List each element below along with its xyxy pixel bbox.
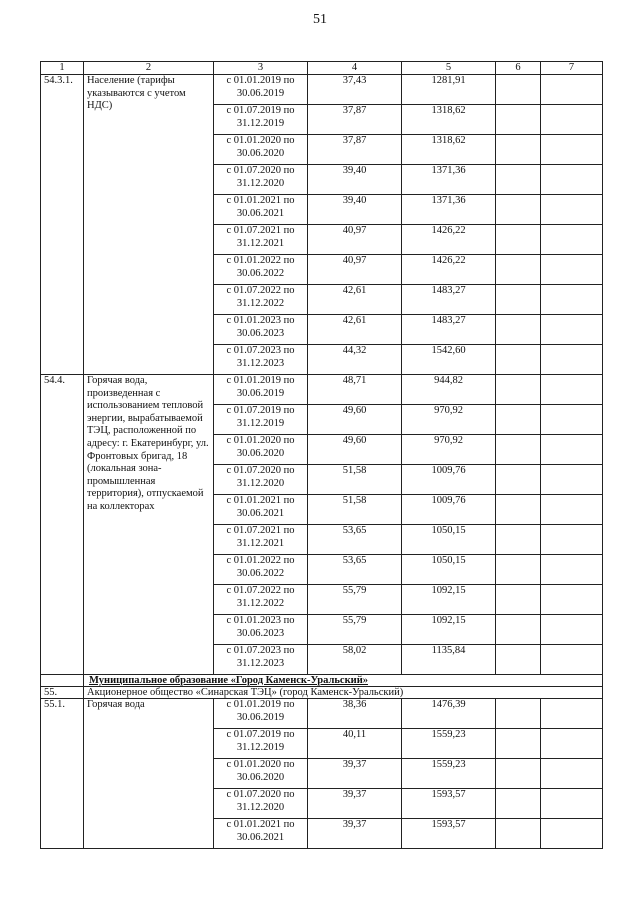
- value-cell-5: 1281,91: [402, 75, 496, 105]
- value-cell-6: [496, 285, 541, 315]
- value-cell-5: 1483,27: [402, 285, 496, 315]
- value-cell-6: [496, 345, 541, 375]
- value-cell-7: [541, 585, 603, 615]
- value-cell-4: 55,79: [308, 615, 402, 645]
- value-cell-7: [541, 315, 603, 345]
- value-cell-6: [496, 435, 541, 465]
- value-cell-7: [541, 75, 603, 105]
- value-cell-6: [496, 729, 541, 759]
- period-cell: с 01.07.2021 по 31.12.2021: [214, 525, 308, 555]
- tariff-name: Горячая вода, произведенная с использованием тепловой энергии, вырабатываемой ТЭЦ, расположенной по адресу: г. Екатеринбург, ул. Фронтовых бригад, 18 (локальная зона-промышленная территория), отпускаемой на коллекторах: [84, 375, 214, 675]
- period-cell: с 01.01.2019 по 30.06.2019: [214, 375, 308, 405]
- value-cell-4: 44,32: [308, 345, 402, 375]
- value-cell-6: [496, 105, 541, 135]
- municipality-num-cell: [41, 675, 84, 687]
- value-cell-6: [496, 759, 541, 789]
- value-cell-7: [541, 105, 603, 135]
- value-cell-7: [541, 465, 603, 495]
- header-cell-1: 1: [41, 62, 84, 75]
- value-cell-7: [541, 285, 603, 315]
- value-cell-4: 42,61: [308, 315, 402, 345]
- value-cell-7: [541, 819, 603, 849]
- value-cell-4: 38,36: [308, 699, 402, 729]
- value-cell-6: [496, 135, 541, 165]
- period-cell: с 01.01.2023 по 30.06.2023: [214, 615, 308, 645]
- value-cell-4: 58,02: [308, 645, 402, 675]
- value-cell-6: [496, 315, 541, 345]
- value-cell-5: 1426,22: [402, 225, 496, 255]
- value-cell-6: [496, 789, 541, 819]
- value-cell-4: 39,40: [308, 195, 402, 225]
- period-cell: с 01.01.2019 по 30.06.2019: [214, 75, 308, 105]
- header-cell-6: 6: [496, 62, 541, 75]
- row-number: 54.4.: [41, 375, 84, 675]
- value-cell-6: [496, 225, 541, 255]
- period-cell: с 01.07.2019 по 31.12.2019: [214, 729, 308, 759]
- value-cell-6: [496, 375, 541, 405]
- value-cell-6: [496, 555, 541, 585]
- header-cell-7: 7: [541, 62, 603, 75]
- row-number: 55.1.: [41, 699, 84, 849]
- value-cell-5: 1542,60: [402, 345, 496, 375]
- period-cell: с 01.07.2019 по 31.12.2019: [214, 105, 308, 135]
- value-cell-5: 970,92: [402, 405, 496, 435]
- period-cell: с 01.07.2021 по 31.12.2021: [214, 225, 308, 255]
- period-cell: с 01.01.2021 по 30.06.2021: [214, 495, 308, 525]
- value-cell-5: 1318,62: [402, 135, 496, 165]
- value-cell-4: 51,58: [308, 465, 402, 495]
- value-cell-5: 1318,62: [402, 105, 496, 135]
- value-cell-7: [541, 345, 603, 375]
- value-cell-5: 970,92: [402, 435, 496, 465]
- value-cell-4: 39,37: [308, 759, 402, 789]
- tariff-table-body: [41, 62, 603, 849]
- page-number: 51: [313, 12, 327, 27]
- value-cell-5: 1135,84: [402, 645, 496, 675]
- value-cell-7: [541, 255, 603, 285]
- value-cell-4: 40,11: [308, 729, 402, 759]
- municipality-cell: [84, 675, 603, 687]
- period-cell: с 01.01.2020 по 30.06.2020: [214, 435, 308, 465]
- period-cell: с 01.01.2020 по 30.06.2020: [214, 759, 308, 789]
- value-cell-4: 53,65: [308, 525, 402, 555]
- value-cell-5: 1476,39: [402, 699, 496, 729]
- value-cell-5: 1050,15: [402, 525, 496, 555]
- value-cell-5: 1092,15: [402, 585, 496, 615]
- table-row: [41, 375, 603, 405]
- value-cell-7: [541, 135, 603, 165]
- value-cell-7: [541, 759, 603, 789]
- period-cell: с 01.07.2020 по 31.12.2020: [214, 465, 308, 495]
- period-cell: с 01.01.2021 по 30.06.2021: [214, 819, 308, 849]
- tariff-name: Горячая вода: [84, 699, 214, 849]
- value-cell-4: 42,61: [308, 285, 402, 315]
- value-cell-4: 39,37: [308, 819, 402, 849]
- period-cell: с 01.01.2022 по 30.06.2022: [214, 555, 308, 585]
- value-cell-4: 40,97: [308, 255, 402, 285]
- value-cell-5: 1593,57: [402, 789, 496, 819]
- value-cell-6: [496, 465, 541, 495]
- value-cell-6: [496, 615, 541, 645]
- period-cell: с 01.07.2022 по 31.12.2022: [214, 285, 308, 315]
- period-cell: с 01.01.2020 по 30.06.2020: [214, 135, 308, 165]
- value-cell-7: [541, 645, 603, 675]
- period-cell: с 01.01.2022 по 30.06.2022: [214, 255, 308, 285]
- period-cell: с 01.01.2021 по 30.06.2021: [214, 195, 308, 225]
- header-cell-2: 2: [84, 62, 214, 75]
- value-cell-4: 48,71: [308, 375, 402, 405]
- header-cell-4: 4: [308, 62, 402, 75]
- value-cell-4: 37,43: [308, 75, 402, 105]
- value-cell-7: [541, 225, 603, 255]
- table-row: [41, 75, 603, 105]
- value-cell-6: [496, 165, 541, 195]
- organization-name: Акционерное общество «Синарская ТЭЦ» (город Каменск-Уральский): [84, 687, 603, 699]
- value-cell-5: 1559,23: [402, 759, 496, 789]
- value-cell-5: 1371,36: [402, 195, 496, 225]
- period-cell: с 01.01.2019 по 30.06.2019: [214, 699, 308, 729]
- value-cell-4: 39,40: [308, 165, 402, 195]
- value-cell-4: 49,60: [308, 435, 402, 465]
- period-cell: с 01.07.2020 по 31.12.2020: [214, 165, 308, 195]
- value-cell-7: [541, 789, 603, 819]
- tariff-table: [40, 61, 603, 849]
- value-cell-4: 53,65: [308, 555, 402, 585]
- value-cell-5: 944,82: [402, 375, 496, 405]
- value-cell-6: [496, 255, 541, 285]
- value-cell-5: 1050,15: [402, 555, 496, 585]
- value-cell-4: 37,87: [308, 135, 402, 165]
- organization-row: [41, 687, 603, 699]
- header-cell-5: 5: [402, 62, 496, 75]
- organization-number: 55.: [41, 687, 84, 699]
- value-cell-6: [496, 645, 541, 675]
- value-cell-5: 1009,76: [402, 495, 496, 525]
- value-cell-6: [496, 195, 541, 225]
- value-cell-5: 1371,36: [402, 165, 496, 195]
- period-cell: с 01.07.2022 по 31.12.2022: [214, 585, 308, 615]
- value-cell-7: [541, 405, 603, 435]
- value-cell-4: 40,97: [308, 225, 402, 255]
- value-cell-7: [541, 165, 603, 195]
- municipality-row: [41, 675, 603, 687]
- value-cell-4: 55,79: [308, 585, 402, 615]
- value-cell-7: [541, 525, 603, 555]
- value-cell-4: 51,58: [308, 495, 402, 525]
- value-cell-6: [496, 699, 541, 729]
- period-cell: с 01.07.2023 по 31.12.2023: [214, 645, 308, 675]
- tariff-name: Население (тарифы указываются с учетом НДС): [84, 75, 214, 375]
- value-cell-7: [541, 435, 603, 465]
- value-cell-6: [496, 75, 541, 105]
- period-cell: с 01.07.2020 по 31.12.2020: [214, 789, 308, 819]
- value-cell-6: [496, 585, 541, 615]
- value-cell-4: 49,60: [308, 405, 402, 435]
- row-number: 54.3.1.: [41, 75, 84, 375]
- value-cell-7: [541, 615, 603, 645]
- period-cell: с 01.07.2019 по 31.12.2019: [214, 405, 308, 435]
- value-cell-4: 39,37: [308, 789, 402, 819]
- value-cell-6: [496, 405, 541, 435]
- header-row: [41, 62, 603, 75]
- value-cell-7: [541, 375, 603, 405]
- municipality-title: Муниципальное образование «Город Каменск-Уральский»: [89, 675, 368, 686]
- period-cell: с 01.07.2023 по 31.12.2023: [214, 345, 308, 375]
- value-cell-4: 37,87: [308, 105, 402, 135]
- value-cell-7: [541, 699, 603, 729]
- header-cell-3: 3: [214, 62, 308, 75]
- value-cell-5: 1593,57: [402, 819, 496, 849]
- value-cell-5: 1483,27: [402, 315, 496, 345]
- value-cell-6: [496, 819, 541, 849]
- value-cell-7: [541, 495, 603, 525]
- value-cell-6: [496, 525, 541, 555]
- period-cell: с 01.01.2023 по 30.06.2023: [214, 315, 308, 345]
- value-cell-5: 1009,76: [402, 465, 496, 495]
- table-row: [41, 699, 603, 729]
- value-cell-7: [541, 195, 603, 225]
- value-cell-5: 1092,15: [402, 615, 496, 645]
- value-cell-6: [496, 495, 541, 525]
- value-cell-7: [541, 555, 603, 585]
- value-cell-7: [541, 729, 603, 759]
- value-cell-5: 1559,23: [402, 729, 496, 759]
- value-cell-5: 1426,22: [402, 255, 496, 285]
